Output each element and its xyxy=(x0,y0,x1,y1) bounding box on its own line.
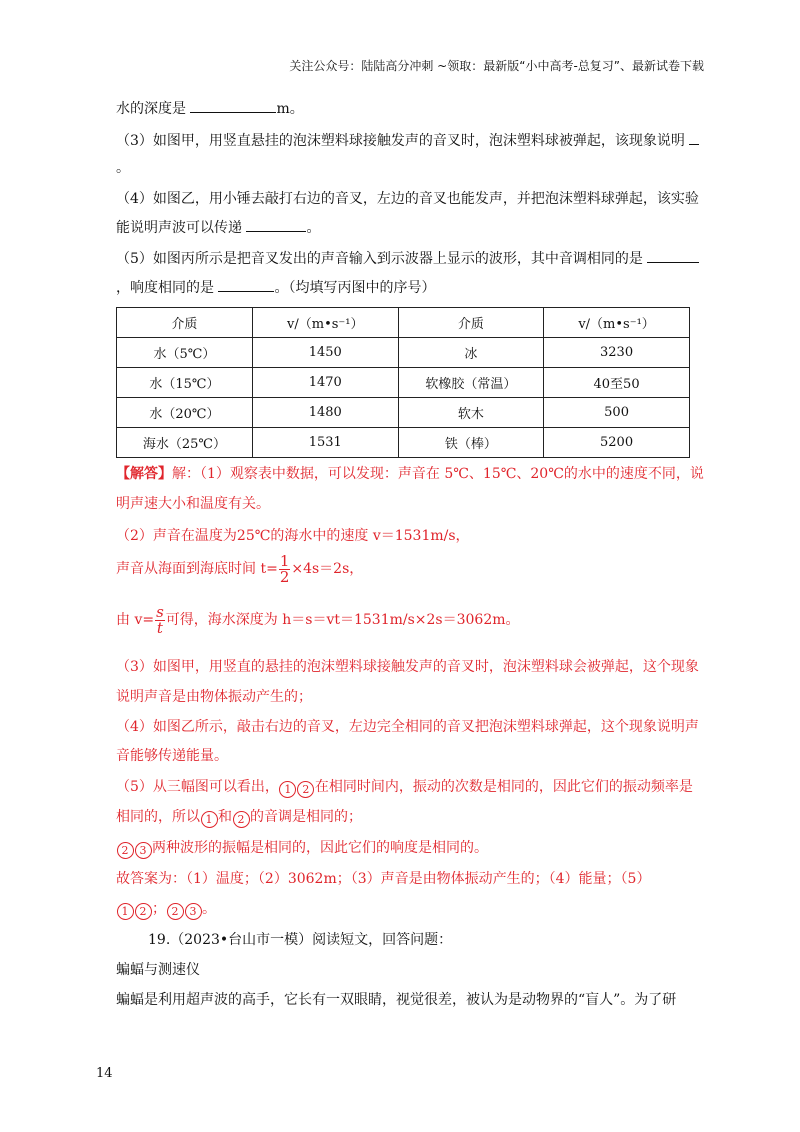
fraction-s-over-t xyxy=(155,602,165,637)
final-answer-sep: ； xyxy=(152,901,166,917)
table-cell: 3230 xyxy=(544,338,690,368)
answer-a2-depth-result: 可得，海水深度为 h＝s＝vt＝1531m/s×2s＝3062m。 xyxy=(165,612,520,628)
table-cell: 软木 xyxy=(398,398,543,428)
answer-a4-line1: （4）如图乙所示，敲击右边的音叉，左边完全相同的音叉把泡沫塑料球弹起，这个现象说明声 xyxy=(116,719,699,735)
final-answer-end: 。 xyxy=(202,901,216,917)
fraction-one-half xyxy=(279,551,291,586)
answer-a2-v-text: 由 v= xyxy=(116,612,155,628)
circled-number: 2 xyxy=(233,811,250,828)
table-header: 介质 xyxy=(398,308,543,338)
table-cell: 水（5℃） xyxy=(117,338,253,368)
table-header: 介质 xyxy=(117,308,253,338)
table-cell: 1450 xyxy=(252,338,398,368)
table-cell: 水（15℃） xyxy=(117,368,253,398)
article-title: 蝙蝠与测速仪 xyxy=(116,962,200,978)
table-row xyxy=(117,338,690,368)
circled-number: 1 xyxy=(201,811,218,828)
table-cell: 1480 xyxy=(252,398,398,428)
final-answer-line2 xyxy=(116,899,216,920)
q4-end: 。 xyxy=(306,220,321,236)
table-row xyxy=(117,398,690,428)
q5-text2: ，响度相同的是 xyxy=(116,280,219,296)
table-header: v/（m•s⁻¹） xyxy=(252,308,398,338)
circled-number: 2 xyxy=(135,903,152,920)
answer-a5-text: 的音调是相同的； xyxy=(250,809,362,825)
answer-a5-line1 xyxy=(116,777,693,798)
table-cell: 5200 xyxy=(544,428,690,458)
circled-number: 3 xyxy=(185,903,202,920)
page-header: 关注公众号：陆陆高分冲刺 ~领取：最新版“小中高考-总复习”、最新试卷下载 xyxy=(289,59,704,73)
circled-number: 1 xyxy=(279,781,296,798)
answer-a5-text: （5）从三幅图可以看出， xyxy=(116,779,279,795)
table-header-row xyxy=(117,308,690,338)
q5-line2 xyxy=(116,277,435,298)
circled-number: 2 xyxy=(117,842,134,859)
fraction-numerator: s xyxy=(156,602,164,621)
table-cell: 40至50 xyxy=(544,368,690,398)
answer-a2-line1: （2）声音在温度为25℃的海水中的速度 v＝1531m/s， xyxy=(116,528,470,544)
fraction-denominator: t xyxy=(156,618,163,637)
answer-a5-text: 两种波形的振幅是相同的，因此它们的响度是相同的。 xyxy=(152,840,488,856)
depth-unit: m。 xyxy=(276,101,304,117)
fraction-numerator: 1 xyxy=(279,551,290,570)
answer-a5-line3 xyxy=(116,838,488,859)
q3-line2: 。 xyxy=(116,160,130,176)
page-number: 14 xyxy=(96,1066,113,1081)
answer-a1-text: 解：（1）观察表中数据，可以发现：声音在 5℃、15℃、20℃的水中的速度不同，说 xyxy=(172,466,704,482)
answer-a5-text: 在相同时间内，振动的次数是相同的，因此它们的振动频率是 xyxy=(314,779,693,795)
q4-text: 能说明声波可以传递 xyxy=(116,220,247,236)
answer-a5-line2 xyxy=(116,807,362,828)
table-header: v/（m•s⁻¹） xyxy=(544,308,690,338)
circled-number: 2 xyxy=(167,903,184,920)
answer-a5-text: 和 xyxy=(218,809,232,825)
answer-a1-line2: 明声速大小和温度有关。 xyxy=(116,496,270,512)
q4-blank xyxy=(246,217,306,232)
q5-pitch-blank xyxy=(647,248,699,263)
final-answer-line1: 故答案为：（1）温度；（2）3062m；（3）声音是由物体振动产生的；（4）能量；（5） xyxy=(116,871,651,887)
depth-blank xyxy=(190,98,276,113)
question-19-heading: 19.（2023•台山市一模）阅读短文，回答问题： xyxy=(148,932,453,948)
q5-loudness-blank xyxy=(218,277,274,292)
q3-line1 xyxy=(116,130,699,151)
table-cell: 1531 xyxy=(252,428,398,458)
answer-a2-time-result: ×4s＝2s， xyxy=(291,561,364,577)
circled-number: 2 xyxy=(297,781,314,798)
answer-tag: 【解答】 xyxy=(116,466,172,482)
answer-a5-text: 相同的，所以 xyxy=(116,809,200,825)
q3-text: （3）如图甲，用竖直悬挂的泡沫塑料球接触发声的音叉时，泡沫塑料球被弹起，该现象说明 xyxy=(116,133,685,149)
table-cell: 铁（棒） xyxy=(398,428,543,458)
article-paragraph: 蝙蝠是利用超声波的高手，它长有一双眼睛，视觉很差，被认为是动物界的“盲人”。为了研 xyxy=(116,992,677,1008)
depth-line xyxy=(116,98,304,119)
q5-text: （5）如图丙所示是把音叉发出的声音输入到示波器上显示的波形，其中音调相同的是 xyxy=(116,251,643,267)
table-cell: 软橡胶（常温） xyxy=(398,368,543,398)
table-cell: 500 xyxy=(544,398,690,428)
answer-a2-line3 xyxy=(116,604,520,636)
answer-a3-line1: （3）如图甲，用竖直的悬挂的泡沫塑料球接触发声的音叉时，泡沫塑料球会被弹起，这个现象 xyxy=(116,659,699,675)
table-cell: 海水（25℃） xyxy=(117,428,253,458)
circled-number: 1 xyxy=(117,903,134,920)
depth-line-text: 水的深度是 xyxy=(116,101,191,117)
q5-end: 。（均填写丙图中的序号） xyxy=(274,280,436,296)
answer-a2-time-text: 声音从海面到海底时间 t= xyxy=(116,561,278,577)
sound-speed-table xyxy=(116,307,690,458)
table-cell: 1470 xyxy=(252,368,398,398)
table-cell: 水（20℃） xyxy=(117,398,253,428)
table-cell: 冰 xyxy=(398,338,543,368)
table-row xyxy=(117,428,690,458)
answer-a2-line2 xyxy=(116,553,363,585)
q4-line2 xyxy=(116,217,320,238)
q4-line1: （4）如图乙，用小锤去敲打右边的音叉，左边的音叉也能发声，并把泡沫塑料球弹起，该实验 xyxy=(116,191,699,207)
answer-a3-line2: 说明声音是由物体振动产生的； xyxy=(116,689,312,705)
answer-a1-line1 xyxy=(116,464,704,484)
answer-a4-line2: 音能够传递能量。 xyxy=(116,748,228,764)
q3-blank xyxy=(689,130,699,145)
circled-number: 3 xyxy=(135,842,152,859)
table-row xyxy=(117,368,690,398)
q5-line1 xyxy=(116,248,699,269)
fraction-denominator: 2 xyxy=(279,567,290,586)
